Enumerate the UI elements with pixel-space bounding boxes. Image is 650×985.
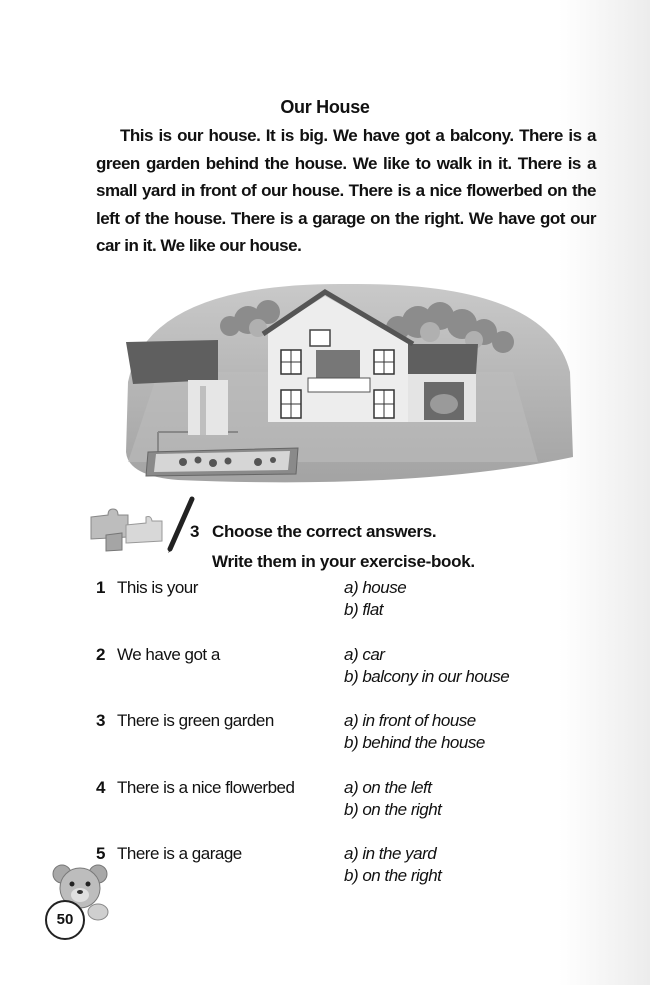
option-a: a) in front of house [344,711,476,730]
question-1 [96,578,596,628]
question-stem: We have got a [117,645,220,664]
question-number: 4 [96,778,105,797]
option-a: a) on the left [344,778,432,797]
question-number: 2 [96,645,105,664]
exercise-number: 3 [190,522,200,541]
question-stem: There is green garden [117,711,274,730]
option-a: a) house [344,578,407,597]
page-number: 50 [45,900,85,940]
option-b: b) on the right [344,800,442,819]
question-2 [96,645,596,695]
exercise-instruction-2: Write them in your exercise-book. [212,552,475,571]
house-illustration [118,262,578,490]
question-3 [96,711,596,761]
option-b: b) on the right [344,866,442,885]
question-number: 1 [96,578,105,597]
question-4 [96,778,596,828]
question-number: 3 [96,711,105,730]
option-b: b) balcony in our house [344,667,510,686]
question-stem: This is your [117,578,198,597]
question-stem: There is a garage [117,844,242,863]
exercise-instruction-1: Choose the correct answers. [212,522,437,541]
option-a: a) in the yard [344,844,437,863]
story-title: Our House [280,97,370,117]
puzzle-pen-icon [86,495,196,555]
exercise-heading [190,517,475,577]
question-5 [96,844,596,894]
story-passage: This is our house. It is big. We have got a balcony. There is a green garden behind the house. We like to walk in it. There is a small yard in front of our house. There is a nice flowerbed on the left of the house. There is a garage on the right. We have got our car in it. We like our house. [96,126,596,255]
option-a: a) car [344,645,385,664]
question-stem: There is a nice flowerbed [117,778,295,797]
question-number: 5 [96,844,105,863]
option-b: b) flat [344,600,384,619]
option-b: b) behind the house [344,733,485,752]
